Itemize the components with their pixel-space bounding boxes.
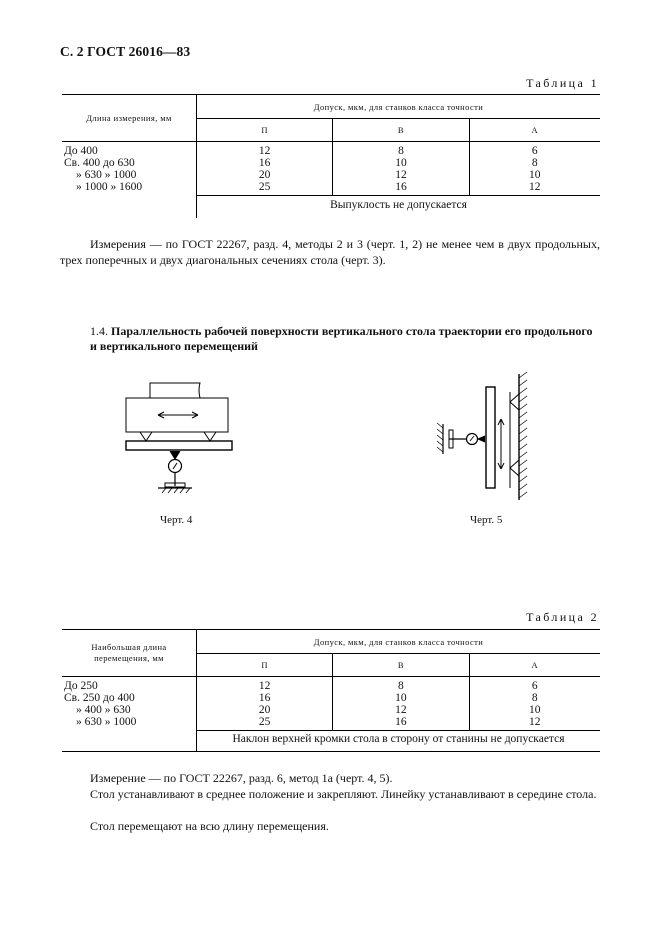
table1-cell: 6 [531,145,538,157]
table1-cell: 16 [333,181,469,196]
table1-cell: 12 [197,142,333,158]
table1-class-a: А [469,119,600,142]
table-row [62,142,600,158]
table1-cell: 12 [469,181,600,196]
table2-cell: 16 [197,692,333,704]
table2 [62,629,600,752]
paragraph-setup: Стол устанавливают в среднее положение и закрепляют. Линейку устанавливают в середине стола. [90,787,597,801]
table2-len: До 250 [62,677,197,693]
table1-cell: 20 [197,169,333,181]
table-row [62,157,600,169]
table-row [62,704,600,716]
paragraph-move: Стол перемещают на всю длину перемещения. [90,819,329,833]
table2-class-p: П [197,654,333,677]
table1-group-header: Допуск, мкм, для станков класса точности [197,95,601,119]
table2-class-b: В [333,654,469,677]
table2-cell: 16 [333,716,469,731]
figure-4-caption: Черт. 4 [160,514,193,526]
table1-label: Таблица 1 [526,76,599,90]
table1-cell: 10 [529,169,541,181]
figure-5-caption: Черт. 5 [470,514,503,526]
table2-cell: 8 [531,692,538,704]
table2-cell: 10 [333,692,469,704]
table2-cell: 10 [529,704,541,716]
table1-class-p: П [197,119,333,142]
table-row [62,181,600,196]
figure-4 [120,375,240,505]
paragraph-measurement-1: Измерения — по ГОСТ 22267, разд. 4, методы 2 и 3 (черт. 1, 2) не менее чем в двух продольных, трех поперечных и двух диагональных сечениях стола (черт. 3). [60,237,600,267]
table-row [62,716,600,731]
section-1-4 [90,324,600,354]
table1-class-b: В [333,119,469,142]
table1-note: Выпуклость не допускается [330,199,467,211]
table2-len: » 400 » 630 [62,704,197,716]
table1-cell: 10 [333,157,469,169]
table2-cell: 20 [197,704,333,716]
table2-group-header: Допуск, мкм, для станков класса точности [197,630,601,654]
table2-class-a: А [469,654,600,677]
table2-col0-line2: перемещения, мм [94,653,164,663]
table1-len: » 630 » 1000 [62,169,197,181]
table2-cell: 8 [333,677,469,693]
section-title: Параллельность рабочей поверхности вертикального стола траектории его продольного и вертикального перемещений [90,324,593,353]
table1-cell: 25 [197,181,333,196]
section-number: 1.4. [90,324,108,338]
table2-len: » 630 » 1000 [62,716,197,731]
figure-5 [430,372,540,504]
table2-col0-line1: Наибольшая длина [91,642,167,652]
table2-len: Св. 250 до 400 [62,692,197,704]
table1-len: До 400 [62,142,197,158]
table1-len: » 1000 » 1600 [62,181,197,196]
table1-col0-header: Длина измерения, мм [62,95,197,142]
table2-note: Наклон верхней кромки стола в сторону от станины не допускается [197,731,601,752]
table2-cell: 12 [197,677,333,693]
table1-cell: 8 [333,142,469,158]
table2-cell: 12 [469,716,600,731]
table1 [62,94,600,218]
table-row [62,677,600,693]
page-header: С. 2 ГОСТ 26016—83 [60,44,191,59]
table2-cell: 25 [197,716,333,731]
table2-col0-header [62,630,197,677]
table1-len: Св. 400 до 630 [62,157,197,169]
table1-cell: 16 [197,157,333,169]
table1-cell: 12 [333,169,469,181]
table2-cell: 6 [531,680,538,692]
table2-label: Таблица 2 [526,610,599,624]
table1-cell: 8 [531,157,538,169]
table-row [62,169,600,181]
paragraph-measurement-2: Измерение — по ГОСТ 22267, разд. 6, метод 1а (черт. 4, 5). [90,771,393,785]
table2-cell: 12 [333,704,469,716]
table-row [62,692,600,704]
